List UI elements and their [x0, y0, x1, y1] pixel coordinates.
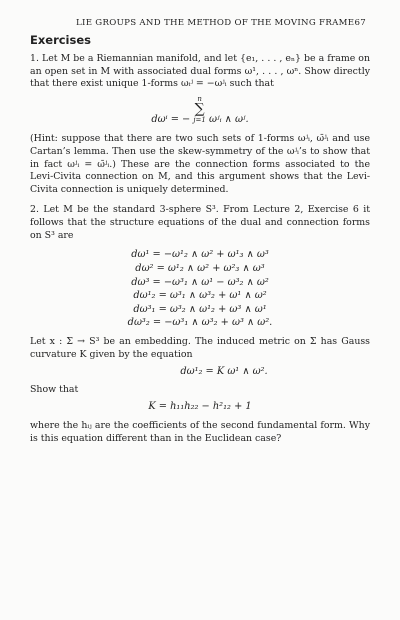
- section-title: Exercises: [30, 33, 91, 47]
- exercise-1-statement: 1. Let M be a Riemannian manifold, and let {e₁, . . . , eₙ} be a frame on an open set in M with associated dual forms ω¹, . . . , ωⁿ. Show directly that there exist unique 1-forms ωᵢʲ = −ωʲᵢ such that: [30, 52, 370, 90]
- equation-rhs: ωʲᵢ ∧ ωʲ.: [209, 114, 249, 126]
- gauss-equation: dω¹₂ = K ω¹ ∧ ω².: [180, 365, 268, 377]
- structure-equation: dω¹₂ = ω³₁ ∧ ω³₂ + ω¹ ∧ ω²: [133, 290, 267, 302]
- structure-equation: dω³₁ = ω³₂ ∧ ω¹₂ + ω³ ∧ ω¹: [133, 303, 267, 315]
- page-number: 67: [354, 18, 366, 28]
- running-title: LIE GROUPS AND THE METHOD OF THE MOVING FRAME: [76, 18, 355, 28]
- result-equation: K = h₁₁h₂₂ − h²₁₂ + 1: [148, 401, 252, 413]
- structure-equations: [30, 248, 370, 330]
- structure-equation: dω³ = −ω³₁ ∧ ω¹ − ω³₂ ∧ ω²: [131, 276, 269, 288]
- sum-lower-limit: j=1: [193, 116, 206, 125]
- structure-equation: dω¹ = −ω¹₂ ∧ ω² + ω¹₃ ∧ ω³: [131, 249, 269, 261]
- sum-symbol: ∑: [194, 101, 205, 118]
- closing-text: where the hᵢⱼ are the coefficients of the second fundamental form. Why is this equation different than in the Euclidean case?: [30, 419, 370, 444]
- embedding-text: Let x : Σ → S³ be an embedding. The induced metric on Σ has Gauss curvature K given by the equation: [30, 335, 370, 360]
- exercise-1-hint: (Hint: suppose that there are two such sets of 1-forms ωʲᵢ, ω̄ʲᵢ and use Cartan’s lemma. Then use the skew-symmetry of the ωʲᵢ’s to show that in fact ωʲᵢ = ω̄ʲᵢ.) These are the connection forms associated to the Levi-Civita connection on M, and this argument shows that the Levi-Civita connection is uniquely determined.: [30, 132, 370, 196]
- show-that-text: Show that: [30, 384, 79, 396]
- exercise-2-statement: 2. Let M be the standard 3-sphere S³. From Lecture 2, Exercise 6 it follows that the structure equations of the dual and connection forms on S³ are: [30, 203, 370, 241]
- structure-equation: dω² = ω¹₂ ∧ ω² + ω²₃ ∧ ω³: [135, 262, 265, 274]
- equation-lhs: dωⁱ = −: [151, 114, 191, 126]
- exercise-1-equation: [30, 95, 370, 127]
- summation: [193, 95, 206, 124]
- sum-upper-limit: n: [197, 95, 202, 104]
- page-content: [30, 34, 370, 446]
- structure-equation: dω³₂ = −ω³₁ ∧ ω³₂ + ω³ ∧ ω².: [127, 317, 273, 329]
